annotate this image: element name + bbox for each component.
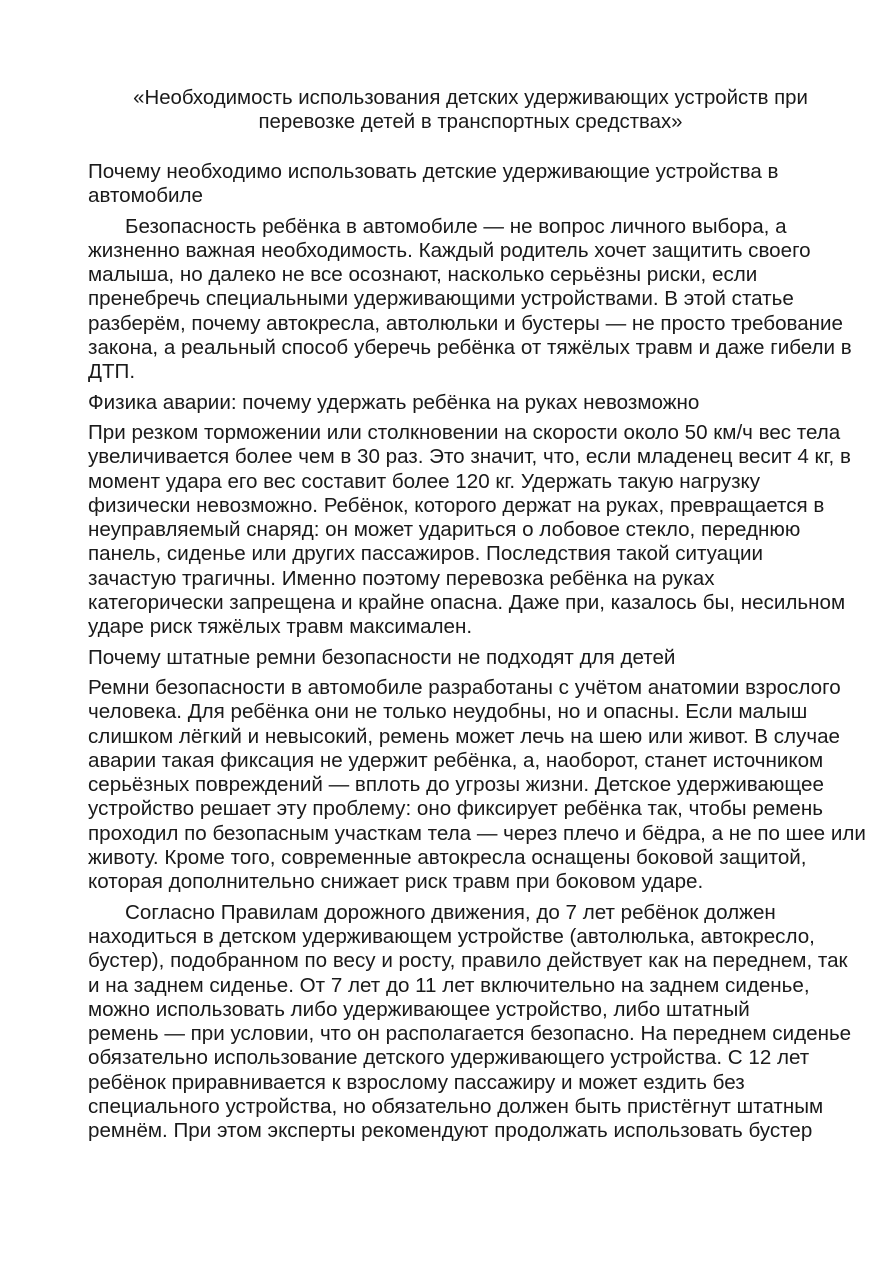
text-line: Почему штатные ремни безопасности не подходят для детей [88,645,676,669]
text-line: бустер), подобранном по весу и росту, правило действует как на переднем, так [88,949,848,973]
text-line: животу. Кроме того, современные автокресла оснащены боковой защитой, [88,846,807,870]
body-paragraph [88,215,858,385]
text-line: Ремни безопасности в автомобиле разработаны с учётом анатомии взрослого [88,675,841,699]
text-line: увеличивается более чем в 30 раз. Это значит, что, если младенец весит 4 кг, в [88,445,851,469]
text-line: человека. Для ребёнка они не только неудобны, но и опасны. Если малыш [88,700,808,724]
body-paragraph [88,675,866,895]
text-line: Физика аварии: почему удержать ребёнка на руках невозможно [88,390,700,414]
text-line: закона, а реальный способ уберечь ребёнка от тяжёлых травм и даже гибели в [88,336,852,360]
text-line: ремнём. При этом эксперты рекомендуют продолжать использовать бустер [88,1119,813,1143]
section-heading [88,646,858,670]
text-line: ДТП. [88,360,136,384]
text-line: панель, сиденье или других пассажиров. Последствия такой ситуации [88,542,764,566]
text-line: неуправляемый снаряд: он может удариться о лобовое стекло, переднюю [88,518,801,542]
text-line: аварии такая фиксация не удержит ребёнка, а, наоборот, станет источником [88,748,824,772]
text-line: обязательно использование детского удерживающего устройства. С 12 лет [88,1046,810,1070]
document-title-line: перевозке детей в транспортных средствах» [258,111,683,133]
text-line: Безопасность ребёнка в автомобиле — не вопрос личного выбора, а [125,214,787,238]
text-line: серьёзных повреждений — вплоть до угрозы жизни. Детское удерживающее [88,773,824,797]
text-line: проходил по безопасным участкам тела — через плечо и бёдра, а не по шее или [88,821,866,845]
document-title-line: «Необходимость использования детских удерживающих устройств при [133,87,808,109]
section-heading [88,160,858,209]
text-line: момент удара его вес составит более 120 кг. Удержать такую нагрузку [88,469,761,493]
document-body [88,160,866,1150]
text-line: находиться в детском удерживающем устройстве (автолюлька, автокресло, [88,924,815,948]
text-line: специального устройства, но обязательно должен быть пристёгнут штатным [88,1094,824,1118]
text-line: категорически запрещена и крайне опасна. Даже при, казалось бы, несильном [88,591,846,615]
text-line: устройство решает эту проблему: оно фиксирует ребёнка так, чтобы ремень [88,797,823,821]
text-line: можно использовать либо удерживающее устройство, либо штатный [88,997,750,1021]
text-line: При резком торможении или столкновении на скорости около 50 км/ч вес тела [88,420,841,444]
text-line: пренебречь специальными удерживающими устройствами. В этой статье [88,287,794,311]
body-paragraph [88,421,858,640]
text-line: автомобиле [88,184,203,208]
text-line: Согласно Правилам дорожного движения, до 7 лет ребёнок должен [125,900,776,924]
body-paragraph [88,901,858,1144]
text-line: малыша, но далеко не все осознают, насколько серьёзны риски, если [88,263,758,287]
text-line: ремень — при условии, что он располагается безопасно. На переднем сиденье [88,1022,852,1046]
text-line: физически невозможно. Ребёнок, которого держат на руках, превращается в [88,493,825,517]
text-line: зачастую трагичны. Именно поэтому перевозка ребёнка на руках [88,566,715,590]
text-line: и на заднем сиденье. От 7 лет до 11 лет включительно на заднем сиденье, [88,973,810,997]
text-line: Почему необходимо использовать детские удерживающие устройства в [88,160,779,183]
document-title [88,86,853,134]
text-line: разберём, почему автокресла, автолюльки и бустеры — не просто требование [88,311,844,335]
text-line: жизненно важная необходимость. Каждый родитель хочет защитить своего [88,238,811,262]
section-heading [88,391,858,415]
text-line: слишком лёгкий и невысокий, ремень может лечь на шею или живот. В случае [88,724,840,748]
text-line: ударе риск тяжёлых травм максимален. [88,615,473,639]
text-line: которая дополнительно снижает риск травм при боковом ударе. [88,870,704,894]
text-line: ребёнок приравнивается к взрослому пассажиру и может ездить без [88,1070,745,1094]
